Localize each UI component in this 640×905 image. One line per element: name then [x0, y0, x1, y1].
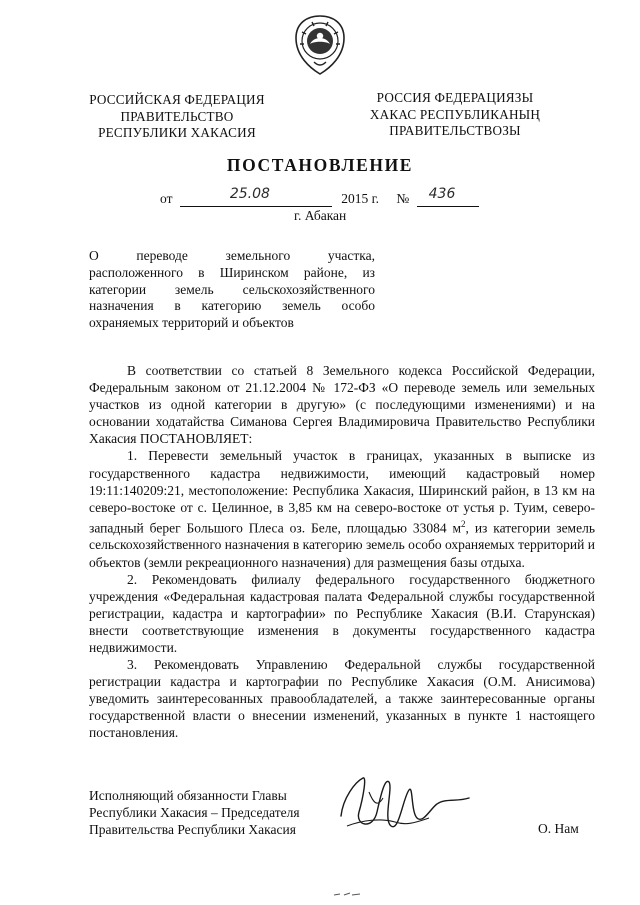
number-handwritten: 436 [428, 186, 456, 202]
item-3-paragraph: 3. Рекомендовать Управлению Федеральной службы государственной регистрации кадастра и картографии по Республике Хакасия (О.М. Анисимова) уведомить заинтересованных правообладателей, а также заинтересованные органы государственной власти о внесении изменений, указанных в пункте 1 настоящего постановления. [89, 657, 595, 741]
date-handwritten: 25.08 [229, 186, 270, 202]
subject-line3: категории земель сельскохозяйственного [89, 281, 375, 297]
coat-of-arms-emblem [292, 14, 348, 76]
subject-line5: охраняемых территорий и объектов [89, 315, 294, 331]
signatory-line2: Республики Хакасия – Председателя [89, 805, 300, 821]
date-line [160, 186, 479, 207]
number-field [417, 186, 479, 207]
scan-mark [332, 889, 362, 899]
subject-line1: О переводе земельного участка, [89, 248, 375, 263]
subject-line4: назначения в категорию земель особо [89, 298, 375, 314]
item-1-text-b: , из категории земель сельскохозяйственного назначения в категорию земель особо охраняемых территорий и объектов (земли рекреационного назначения) для размещения базы отдыха. [89, 520, 595, 570]
header-right-line1: РОССИЯ ФЕДЕРАЦИЯЗЫ [376, 90, 534, 105]
item-2-paragraph: 2. Рекомендовать филиалу федерального государственного бюджетного учреждения «Федеральная кадастровая палата Федеральной службы государственной регистрации, кадастра и картографии» по Республике Хакасия (В.И. Старунская) внести соответствующие изменения в документы государственного кадастра недвижимости. [89, 571, 595, 655]
header-right-line3: ПРАВИТЕЛЬСТВОЗЫ [389, 123, 521, 138]
header-left [82, 92, 272, 142]
item-1-paragraph [89, 447, 595, 570]
header-left-line3: РЕСПУБЛИКИ ХАКАСИЯ [98, 125, 256, 140]
signatory-name: О. Нам [538, 821, 579, 836]
header-left-line2: ПРАВИТЕЛЬСТВО [120, 108, 234, 124]
subject-line2: расположенного в Ширинском районе, из [89, 264, 375, 280]
header-right [360, 90, 550, 140]
date-from-label: от [160, 191, 173, 206]
item-1-text-a: 1. Перевести земельный участок в границах, указанных в выписке из государственного кадастра недвижимости, имеющий кадастровый номер 19:11:140209:21, местоположение: Республика Хакасия, Ширинский район, в 13 км на северо-востоке от с. Целинное, в 3,85 км на северо-востоке от устья р. Туим, северо-западный берег Большого Плеса оз. Беле, площадью 33084 м [89, 448, 595, 536]
handwritten-signature [333, 768, 473, 843]
subject-block [89, 248, 375, 332]
city: г. Абакан [294, 208, 347, 223]
header-left-line1: РОССИЙСКАЯ ФЕДЕРАЦИЯ [89, 92, 265, 107]
item-1-superscript: 2 [461, 518, 466, 529]
signatory-block [89, 787, 300, 839]
date-year: 2015 г. [341, 191, 379, 206]
document-title: ПОСТАНОВЛЕНИЕ [226, 155, 414, 175]
preamble-paragraph: В соответствии со статьей 8 Земельного кодекса Российской Федерации, Федеральным законом от 21.12.2004 № 172-ФЗ «О переводе земель или земельных участков из одной категории в другую» (с последующими изменениями) и на основании ходатайства Симанова Сергея Владимировича Правительство Республики Хакасия ПОСТАНОВЛЯЕТ: [89, 363, 595, 447]
number-label: № [396, 191, 410, 206]
document-body [89, 362, 595, 742]
header-right-line2: ХАКАС РЕСПУБЛИКАНЫҢ [369, 106, 541, 122]
signatory-line1: Исполняющий обязанности Главы [89, 788, 287, 803]
date-field [180, 186, 332, 207]
signatory-line3: Правительства Республики Хакасия [89, 822, 296, 838]
